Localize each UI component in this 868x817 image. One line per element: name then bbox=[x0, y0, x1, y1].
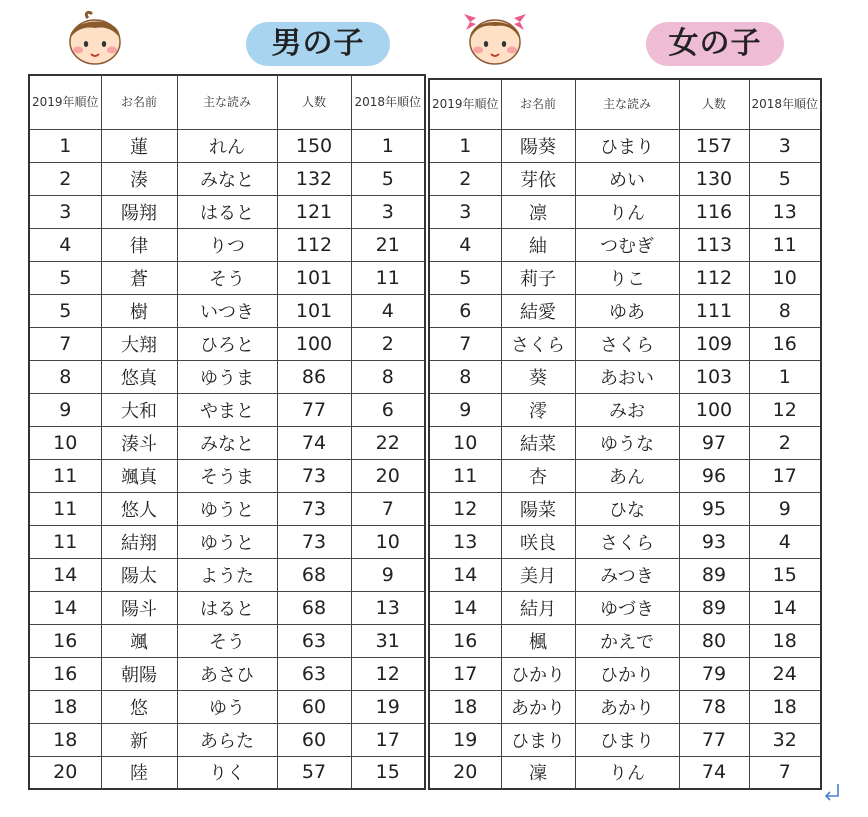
prev-rank-cell: 16 bbox=[749, 327, 821, 360]
count-cell: 80 bbox=[679, 624, 749, 657]
name-cell: 莉子 bbox=[501, 261, 575, 294]
boys-table-body bbox=[29, 129, 425, 789]
count-cell: 73 bbox=[277, 492, 351, 525]
prev-rank-cell: 9 bbox=[749, 492, 821, 525]
header-rank2019: 2019年順位 bbox=[429, 79, 501, 129]
table-row bbox=[429, 294, 821, 327]
count-cell: 77 bbox=[277, 393, 351, 426]
rank-cell: 8 bbox=[29, 360, 101, 393]
rank-cell: 4 bbox=[29, 228, 101, 261]
boys-title: 男の子 bbox=[246, 22, 390, 66]
rank-cell: 20 bbox=[429, 756, 501, 789]
name-cell: 律 bbox=[101, 228, 177, 261]
prev-rank-cell: 2 bbox=[351, 327, 425, 360]
rank-cell: 14 bbox=[429, 558, 501, 591]
reading-cell: あおい bbox=[575, 360, 679, 393]
prev-rank-cell: 11 bbox=[749, 228, 821, 261]
table-row bbox=[429, 492, 821, 525]
rank-cell: 5 bbox=[29, 261, 101, 294]
reading-cell: ひまり bbox=[575, 129, 679, 162]
reading-cell: ゆうま bbox=[177, 360, 277, 393]
name-cell: さくら bbox=[501, 327, 575, 360]
count-cell: 101 bbox=[277, 261, 351, 294]
rank-cell: 1 bbox=[429, 129, 501, 162]
count-cell: 57 bbox=[277, 756, 351, 789]
prev-rank-cell: 2 bbox=[749, 426, 821, 459]
name-cell: 美月 bbox=[501, 558, 575, 591]
count-cell: 130 bbox=[679, 162, 749, 195]
prev-rank-cell: 24 bbox=[749, 657, 821, 690]
table-row bbox=[29, 162, 425, 195]
reading-cell: あかり bbox=[575, 690, 679, 723]
prev-rank-cell: 17 bbox=[749, 459, 821, 492]
rank-cell: 12 bbox=[429, 492, 501, 525]
count-cell: 103 bbox=[679, 360, 749, 393]
girl-face-icon bbox=[462, 8, 528, 66]
prev-rank-cell: 17 bbox=[351, 723, 425, 756]
prev-rank-cell: 12 bbox=[749, 393, 821, 426]
name-cell: 芽依 bbox=[501, 162, 575, 195]
prev-rank-cell: 5 bbox=[351, 162, 425, 195]
name-cell: 颯 bbox=[101, 624, 177, 657]
reading-cell: さくら bbox=[575, 525, 679, 558]
count-cell: 112 bbox=[277, 228, 351, 261]
table-row bbox=[29, 657, 425, 690]
header-name: お名前 bbox=[501, 79, 575, 129]
prev-rank-cell: 20 bbox=[351, 459, 425, 492]
count-cell: 63 bbox=[277, 624, 351, 657]
prev-rank-cell: 31 bbox=[351, 624, 425, 657]
prev-rank-cell: 9 bbox=[351, 558, 425, 591]
reading-cell: ひまり bbox=[575, 723, 679, 756]
rank-cell: 1 bbox=[29, 129, 101, 162]
reading-cell: みなと bbox=[177, 426, 277, 459]
rank-cell: 13 bbox=[429, 525, 501, 558]
rank-cell: 11 bbox=[429, 459, 501, 492]
name-cell: 澪 bbox=[501, 393, 575, 426]
rank-cell: 16 bbox=[29, 657, 101, 690]
count-cell: 73 bbox=[277, 459, 351, 492]
boy-face-icon bbox=[62, 8, 128, 66]
prev-rank-cell: 15 bbox=[351, 756, 425, 789]
reading-cell: ゆづき bbox=[575, 591, 679, 624]
prev-rank-cell: 18 bbox=[749, 624, 821, 657]
name-cell: 悠 bbox=[101, 690, 177, 723]
reading-cell: かえで bbox=[575, 624, 679, 657]
name-cell: 朝陽 bbox=[101, 657, 177, 690]
rank-cell: 14 bbox=[429, 591, 501, 624]
count-cell: 68 bbox=[277, 591, 351, 624]
count-cell: 100 bbox=[679, 393, 749, 426]
reading-cell: りん bbox=[575, 195, 679, 228]
count-cell: 109 bbox=[679, 327, 749, 360]
reading-cell: ゆうな bbox=[575, 426, 679, 459]
prev-rank-cell: 6 bbox=[351, 393, 425, 426]
table-row bbox=[29, 393, 425, 426]
table-row bbox=[29, 459, 425, 492]
reading-cell: ひろと bbox=[177, 327, 277, 360]
rank-cell: 2 bbox=[429, 162, 501, 195]
boys-ranking-table bbox=[28, 74, 426, 790]
name-cell: 悠真 bbox=[101, 360, 177, 393]
table-row bbox=[29, 690, 425, 723]
reading-cell: りん bbox=[575, 756, 679, 789]
count-cell: 101 bbox=[277, 294, 351, 327]
name-cell: 新 bbox=[101, 723, 177, 756]
table-row bbox=[429, 228, 821, 261]
count-cell: 116 bbox=[679, 195, 749, 228]
reading-cell: みつき bbox=[575, 558, 679, 591]
reading-cell: ゆうと bbox=[177, 492, 277, 525]
table-row bbox=[29, 624, 425, 657]
count-cell: 132 bbox=[277, 162, 351, 195]
name-cell: 結愛 bbox=[501, 294, 575, 327]
name-cell: 蒼 bbox=[101, 261, 177, 294]
prev-rank-cell: 21 bbox=[351, 228, 425, 261]
table-row bbox=[29, 327, 425, 360]
table-row bbox=[429, 723, 821, 756]
reading-cell: あん bbox=[575, 459, 679, 492]
name-cell: 凛 bbox=[501, 195, 575, 228]
reading-cell: りつ bbox=[177, 228, 277, 261]
header-count: 人数 bbox=[277, 75, 351, 129]
table-row bbox=[429, 360, 821, 393]
paragraph-return-icon bbox=[820, 780, 844, 804]
count-cell: 77 bbox=[679, 723, 749, 756]
name-cell: 大和 bbox=[101, 393, 177, 426]
prev-rank-cell: 19 bbox=[351, 690, 425, 723]
table-row bbox=[429, 129, 821, 162]
header-rank2018: 2018年順位 bbox=[351, 75, 425, 129]
name-cell: 結翔 bbox=[101, 525, 177, 558]
reading-cell: みお bbox=[575, 393, 679, 426]
table-row bbox=[29, 756, 425, 789]
count-cell: 113 bbox=[679, 228, 749, 261]
name-cell: 陽斗 bbox=[101, 591, 177, 624]
count-cell: 78 bbox=[679, 690, 749, 723]
prev-rank-cell: 1 bbox=[351, 129, 425, 162]
reading-cell: ゆう bbox=[177, 690, 277, 723]
table-row bbox=[429, 459, 821, 492]
table-row bbox=[429, 756, 821, 789]
header-reading: 主な読み bbox=[177, 75, 277, 129]
count-cell: 111 bbox=[679, 294, 749, 327]
prev-rank-cell: 11 bbox=[351, 261, 425, 294]
rank-cell: 11 bbox=[29, 459, 101, 492]
rank-cell: 19 bbox=[429, 723, 501, 756]
header-reading: 主な読み bbox=[575, 79, 679, 129]
count-cell: 93 bbox=[679, 525, 749, 558]
count-cell: 150 bbox=[277, 129, 351, 162]
table-row bbox=[429, 657, 821, 690]
count-cell: 73 bbox=[277, 525, 351, 558]
prev-rank-cell: 1 bbox=[749, 360, 821, 393]
name-cell: 楓 bbox=[501, 624, 575, 657]
reading-cell: ゆあ bbox=[575, 294, 679, 327]
name-cell: 湊 bbox=[101, 162, 177, 195]
count-cell: 121 bbox=[277, 195, 351, 228]
table-row bbox=[29, 426, 425, 459]
header-rank2018: 2018年順位 bbox=[749, 79, 821, 129]
name-cell: 陽菜 bbox=[501, 492, 575, 525]
rank-cell: 18 bbox=[29, 690, 101, 723]
rank-cell: 9 bbox=[29, 393, 101, 426]
name-cell: 颯真 bbox=[101, 459, 177, 492]
rank-cell: 2 bbox=[29, 162, 101, 195]
reading-cell: めい bbox=[575, 162, 679, 195]
rank-cell: 10 bbox=[429, 426, 501, 459]
prev-rank-cell: 15 bbox=[749, 558, 821, 591]
prev-rank-cell: 13 bbox=[749, 195, 821, 228]
rank-cell: 7 bbox=[29, 327, 101, 360]
table-row bbox=[29, 525, 425, 558]
name-cell: 陽翔 bbox=[101, 195, 177, 228]
count-cell: 100 bbox=[277, 327, 351, 360]
name-cell: 結月 bbox=[501, 591, 575, 624]
table-row bbox=[429, 525, 821, 558]
count-cell: 96 bbox=[679, 459, 749, 492]
rank-cell: 14 bbox=[29, 558, 101, 591]
rank-cell: 18 bbox=[429, 690, 501, 723]
prev-rank-cell: 4 bbox=[749, 525, 821, 558]
rank-cell: 18 bbox=[29, 723, 101, 756]
prev-rank-cell: 14 bbox=[749, 591, 821, 624]
table-row bbox=[429, 558, 821, 591]
name-cell: 陸 bbox=[101, 756, 177, 789]
rank-cell: 3 bbox=[29, 195, 101, 228]
girls-ranking-table bbox=[428, 78, 822, 790]
rank-cell: 16 bbox=[29, 624, 101, 657]
prev-rank-cell: 8 bbox=[749, 294, 821, 327]
reading-cell: あらた bbox=[177, 723, 277, 756]
table-row bbox=[29, 294, 425, 327]
prev-rank-cell: 3 bbox=[749, 129, 821, 162]
prev-rank-cell: 8 bbox=[351, 360, 425, 393]
rank-cell: 16 bbox=[429, 624, 501, 657]
name-cell: ひかり bbox=[501, 657, 575, 690]
rank-cell: 11 bbox=[29, 525, 101, 558]
name-cell: 陽太 bbox=[101, 558, 177, 591]
name-cell: 樹 bbox=[101, 294, 177, 327]
count-cell: 112 bbox=[679, 261, 749, 294]
reading-cell: れん bbox=[177, 129, 277, 162]
table-row bbox=[429, 261, 821, 294]
name-cell: 陽葵 bbox=[501, 129, 575, 162]
rank-cell: 4 bbox=[429, 228, 501, 261]
reading-cell: りく bbox=[177, 756, 277, 789]
reading-cell: そう bbox=[177, 624, 277, 657]
reading-cell: ひかり bbox=[575, 657, 679, 690]
table-row bbox=[429, 591, 821, 624]
table-row bbox=[29, 228, 425, 261]
reading-cell: あさひ bbox=[177, 657, 277, 690]
rank-cell: 3 bbox=[429, 195, 501, 228]
count-cell: 79 bbox=[679, 657, 749, 690]
reading-cell: そう bbox=[177, 261, 277, 294]
reading-cell: はると bbox=[177, 195, 277, 228]
name-cell: 湊斗 bbox=[101, 426, 177, 459]
table-row bbox=[429, 426, 821, 459]
table-row bbox=[429, 162, 821, 195]
prev-rank-cell: 5 bbox=[749, 162, 821, 195]
table-row bbox=[29, 723, 425, 756]
name-cell: 紬 bbox=[501, 228, 575, 261]
rank-cell: 6 bbox=[429, 294, 501, 327]
rank-cell: 11 bbox=[29, 492, 101, 525]
header-name: お名前 bbox=[101, 75, 177, 129]
rank-cell: 17 bbox=[429, 657, 501, 690]
prev-rank-cell: 7 bbox=[749, 756, 821, 789]
girls-title: 女の子 bbox=[646, 22, 784, 66]
prev-rank-cell: 12 bbox=[351, 657, 425, 690]
reading-cell: ようた bbox=[177, 558, 277, 591]
rank-cell: 10 bbox=[29, 426, 101, 459]
prev-rank-cell: 10 bbox=[351, 525, 425, 558]
table-row bbox=[29, 591, 425, 624]
prev-rank-cell: 10 bbox=[749, 261, 821, 294]
count-cell: 63 bbox=[277, 657, 351, 690]
rank-cell: 9 bbox=[429, 393, 501, 426]
reading-cell: さくら bbox=[575, 327, 679, 360]
name-cell: 結菜 bbox=[501, 426, 575, 459]
count-cell: 95 bbox=[679, 492, 749, 525]
name-cell: 大翔 bbox=[101, 327, 177, 360]
rank-cell: 5 bbox=[29, 294, 101, 327]
table-row bbox=[29, 360, 425, 393]
table-row bbox=[29, 558, 425, 591]
name-cell: あかり bbox=[501, 690, 575, 723]
table-row bbox=[29, 129, 425, 162]
header-count: 人数 bbox=[679, 79, 749, 129]
count-cell: 60 bbox=[277, 723, 351, 756]
name-cell: 悠人 bbox=[101, 492, 177, 525]
prev-rank-cell: 7 bbox=[351, 492, 425, 525]
name-cell: 蓮 bbox=[101, 129, 177, 162]
prev-rank-cell: 4 bbox=[351, 294, 425, 327]
name-cell: ひまり bbox=[501, 723, 575, 756]
rank-cell: 7 bbox=[429, 327, 501, 360]
reading-cell: やまと bbox=[177, 393, 277, 426]
table-row bbox=[429, 195, 821, 228]
reading-cell: ゆうと bbox=[177, 525, 277, 558]
reading-cell: いつき bbox=[177, 294, 277, 327]
reading-cell: みなと bbox=[177, 162, 277, 195]
girls-table-body bbox=[429, 129, 821, 789]
prev-rank-cell: 18 bbox=[749, 690, 821, 723]
reading-cell: はると bbox=[177, 591, 277, 624]
count-cell: 86 bbox=[277, 360, 351, 393]
reading-cell: ひな bbox=[575, 492, 679, 525]
name-cell: 凜 bbox=[501, 756, 575, 789]
name-cell: 咲良 bbox=[501, 525, 575, 558]
count-cell: 89 bbox=[679, 558, 749, 591]
table-row bbox=[429, 393, 821, 426]
rank-cell: 20 bbox=[29, 756, 101, 789]
table-row bbox=[29, 261, 425, 294]
count-cell: 97 bbox=[679, 426, 749, 459]
name-cell: 葵 bbox=[501, 360, 575, 393]
name-cell: 杏 bbox=[501, 459, 575, 492]
count-cell: 89 bbox=[679, 591, 749, 624]
rank-cell: 5 bbox=[429, 261, 501, 294]
table-row bbox=[29, 492, 425, 525]
count-cell: 74 bbox=[277, 426, 351, 459]
table-row bbox=[29, 195, 425, 228]
rank-cell: 8 bbox=[429, 360, 501, 393]
reading-cell: つむぎ bbox=[575, 228, 679, 261]
table-row bbox=[429, 327, 821, 360]
prev-rank-cell: 3 bbox=[351, 195, 425, 228]
reading-cell: そうま bbox=[177, 459, 277, 492]
rank-cell: 14 bbox=[29, 591, 101, 624]
prev-rank-cell: 32 bbox=[749, 723, 821, 756]
prev-rank-cell: 22 bbox=[351, 426, 425, 459]
count-cell: 60 bbox=[277, 690, 351, 723]
count-cell: 157 bbox=[679, 129, 749, 162]
table-row bbox=[429, 690, 821, 723]
count-cell: 74 bbox=[679, 756, 749, 789]
count-cell: 68 bbox=[277, 558, 351, 591]
reading-cell: りこ bbox=[575, 261, 679, 294]
header-rank2019: 2019年順位 bbox=[29, 75, 101, 129]
prev-rank-cell: 13 bbox=[351, 591, 425, 624]
table-row bbox=[429, 624, 821, 657]
